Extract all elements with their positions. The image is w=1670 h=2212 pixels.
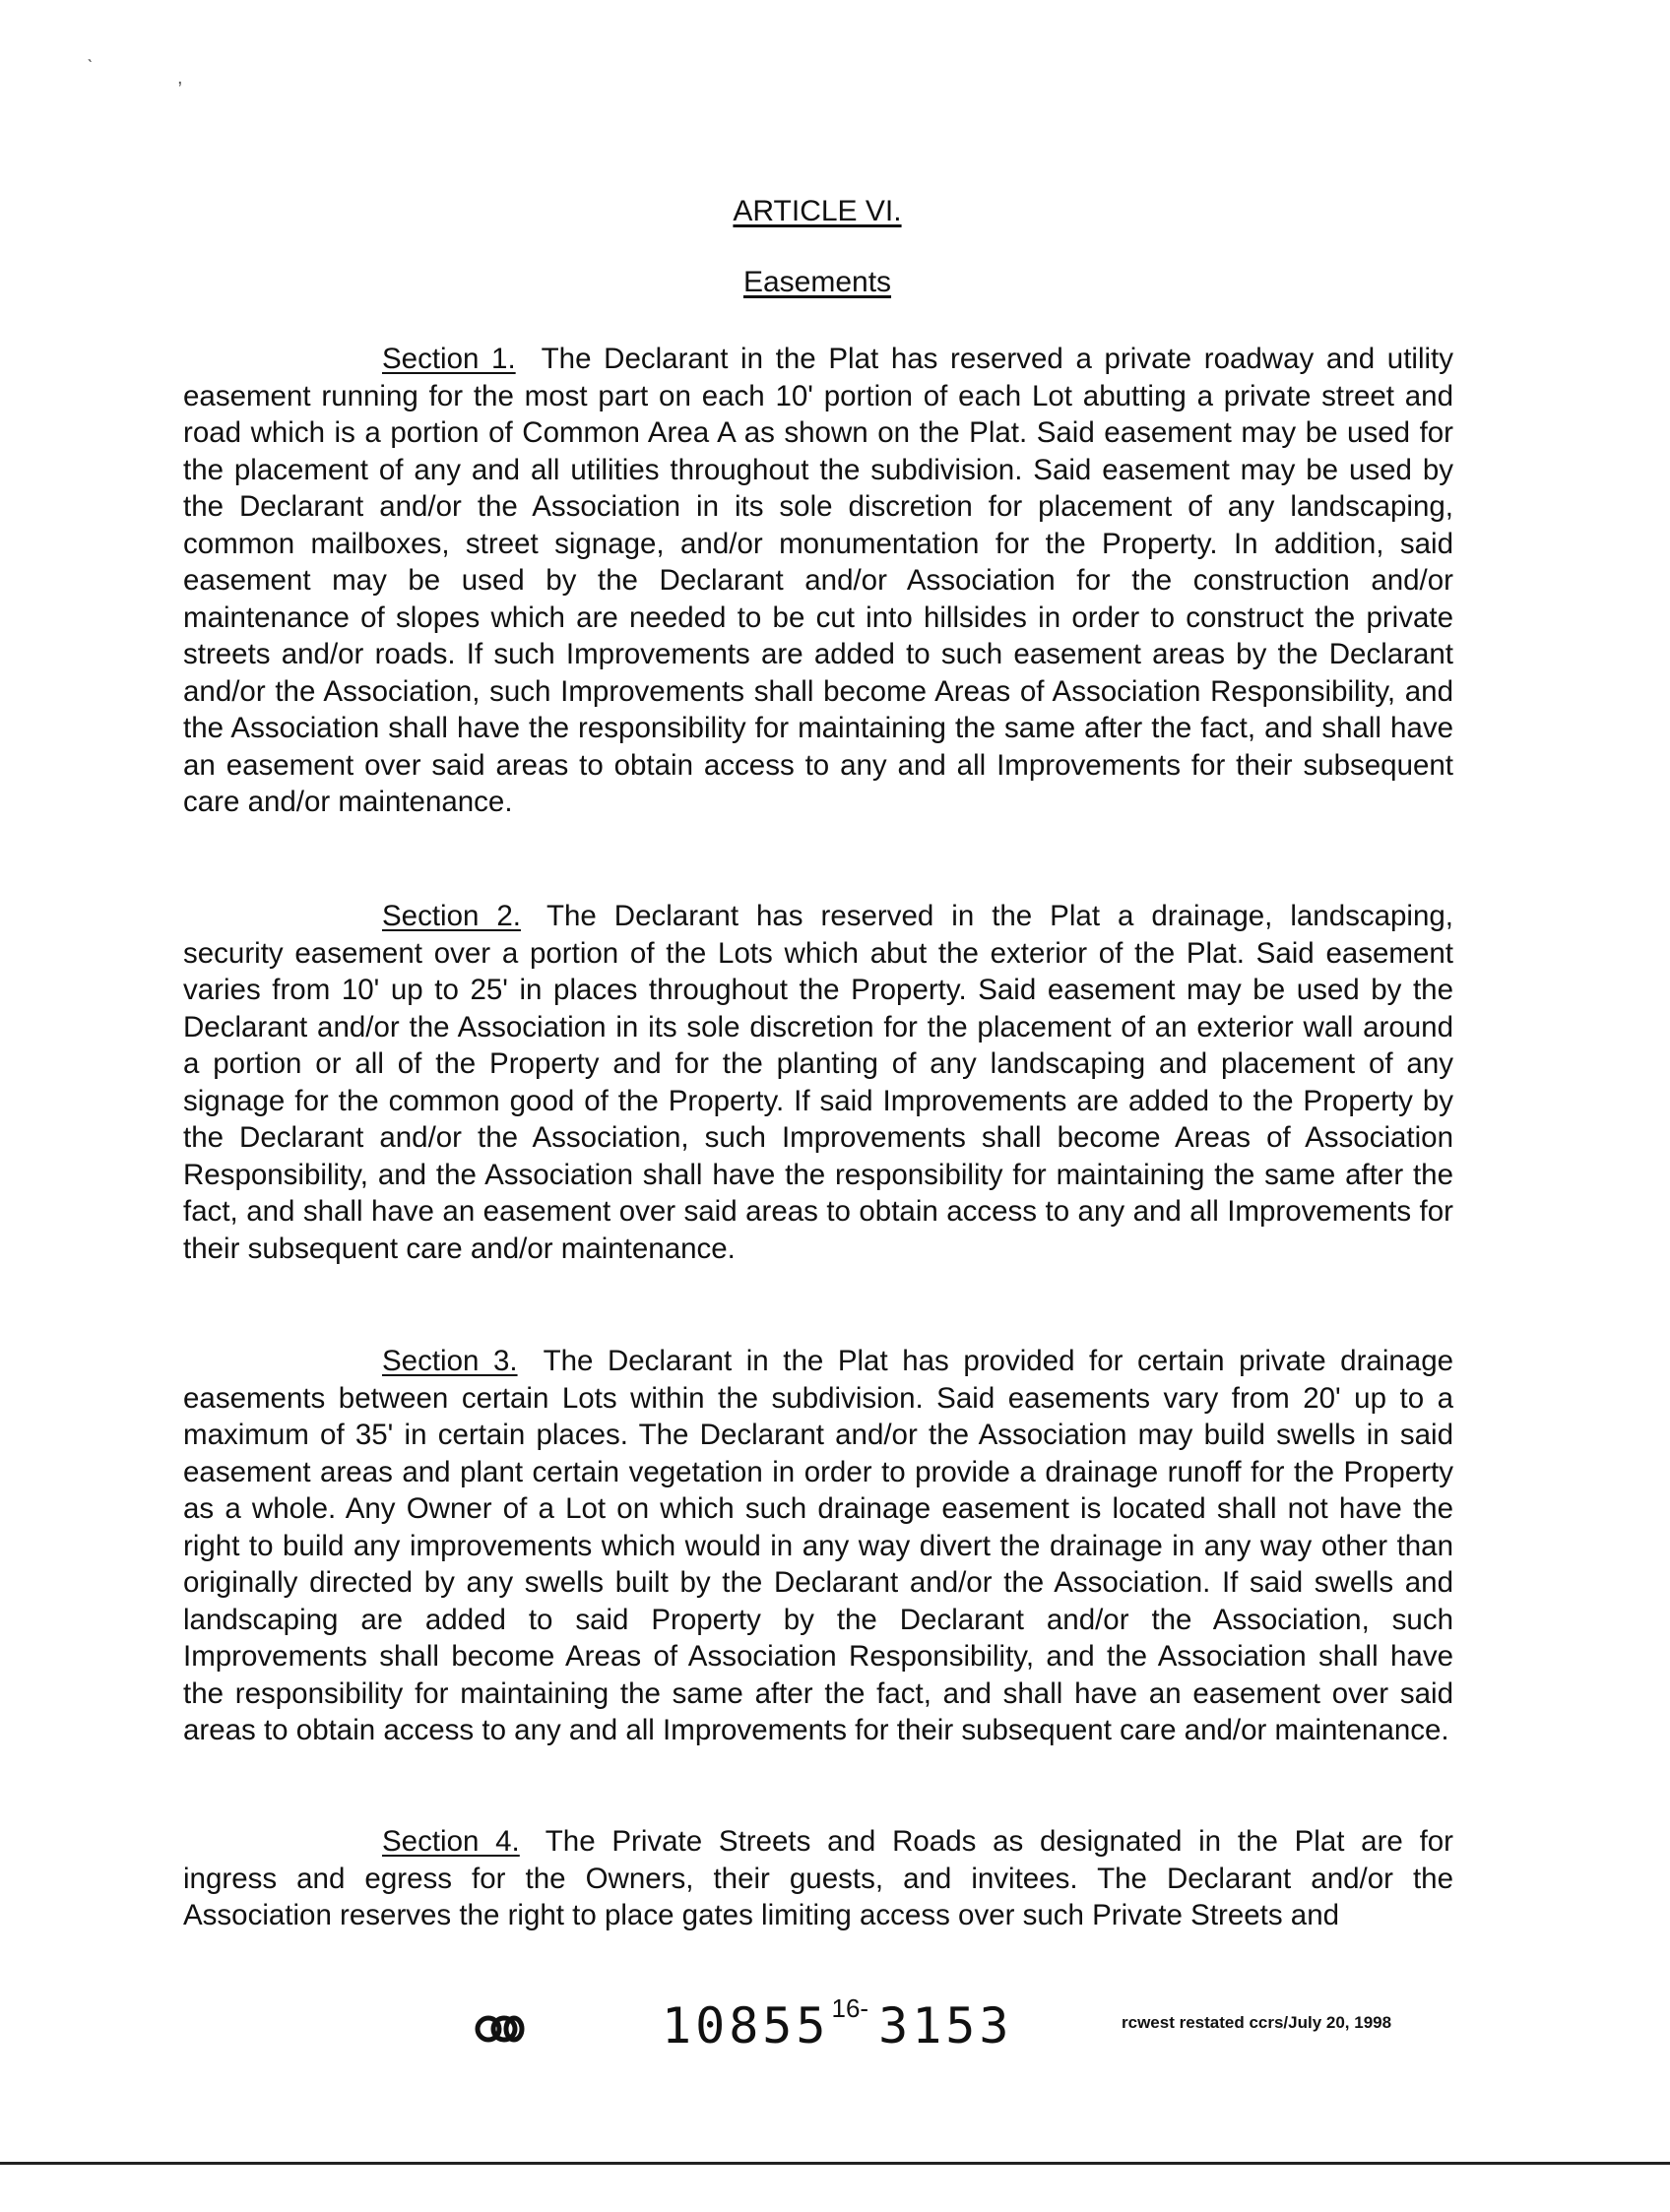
document-body [183,898,1453,1267]
recording-number-sup: 16- [831,1993,869,2023]
article-heading: ARTICLE VI. [733,195,902,227]
section-2-text: The Declarant has reserved in the Plat a drainage, landscaping, security easement over a portion of the Lots which abut the exterior of the Plat. Said easement varies from 10' up to 25' in places throughout the Property. Said easement may be used by the Declarant and/or the Association in its sole discretion for the placement of an exterior wall around a portion or all of the Property and for the planting of any landscaping and placement of any signage for the common good of the Property. If said Improvements are added to the Property by the Declarant and/or the Association, such Improvements shall become Areas of Association Responsibility, and the Association shall have the responsibility for maintaining the same after the fact, and shall have an easement over said areas to obtain access to any and all Improvements for their subsequent care and/or maintenance. [183,900,1453,1265]
section-4-label: Section 4. [382,1825,520,1858]
section-4-paragraph [183,1823,1453,1934]
section-2-label: Section 2. [382,900,521,932]
section-1-paragraph [183,341,1453,821]
page-bottom-rule [0,2162,1670,2165]
section-3-paragraph [183,1343,1453,1749]
section-1-text: The Declarant in the Plat has reserved a private roadway and utility easement running for the most part on each 10' portion of each Lot abutting a private street and road which is a portion of Common Area A as shown on the Plat. Said easement may be used for the placement of any and all utilities throughout the subdivision. Said easement may be used by the Declarant and/or the Association in its sole discretion for placement of any landscaping, common mailboxes, street signage, and/or monumentation for the Property. In addition, said easement may be used by the Declarant and/or Association for the construction and/or maintenance of slopes which are needed to be cut into hillsides in order to construct the private streets and/or roads. If such Improvements are added to such easement areas by the Declarant and/or the Association, such Improvements shall become Areas of Association Responsibility, and the Association shall have the responsibility for maintaining the same after the fact, and shall have an easement over said areas to obtain access to any and all Improvements for their subsequent care and/or maintenance. [183,343,1453,818]
article-title: Easements [742,266,892,298]
section-1-label: Section 1. [382,343,516,375]
recorder-logo-icon [475,2013,526,2045]
recording-number-tail: 3153 [878,1997,1013,2054]
document-body [183,1823,1453,1934]
section-4-text: The Private Streets and Roads as designated in the Plat are for ingress and egress for the Owners, their guests, and invitees. The Declarant and/or the Association reserves the right to place gates limiting access over such Private Streets and [183,1825,1453,1931]
scan-speck: ˋ [87,57,94,79]
section-3-text: The Declarant in the Plat has provided for certain private drainage easements between certain Lots within the subdivision. Said easements vary from 20' up to a maximum of 35' in certain places. The Declarant and/or the Association may build swells in said easement areas and plant certain vegetation in order to provide a drainage runoff for the Property as a whole. Any Owner of a Lot on which such drainage easement is located shall not have the right to build any improvements which would in any way divert the drainage in any way other than originally directed by any swells built by the Declarant and/or the Association. If said swells and landscaping are added to said Property by the Declarant and/or the Association, such Improvements shall become Areas of Association Responsibility, and the Association shall have the responsibility for maintaining the same after the fact, and shall have an easement over said areas to obtain access to any and all Improvements for their subsequent care and/or maintenance. [183,1345,1454,1746]
recording-number [662,1993,1013,2054]
section-3-label: Section 3. [382,1345,518,1377]
section-2-paragraph [183,898,1453,1267]
scan-speck: , [177,67,183,89]
document-body [183,341,1453,821]
document-body [183,1343,1453,1749]
document-reference: rcwest restated ccrs/July 20, 1998 [1122,2013,1392,2032]
recording-number-main: 10855 [662,1997,830,2054]
